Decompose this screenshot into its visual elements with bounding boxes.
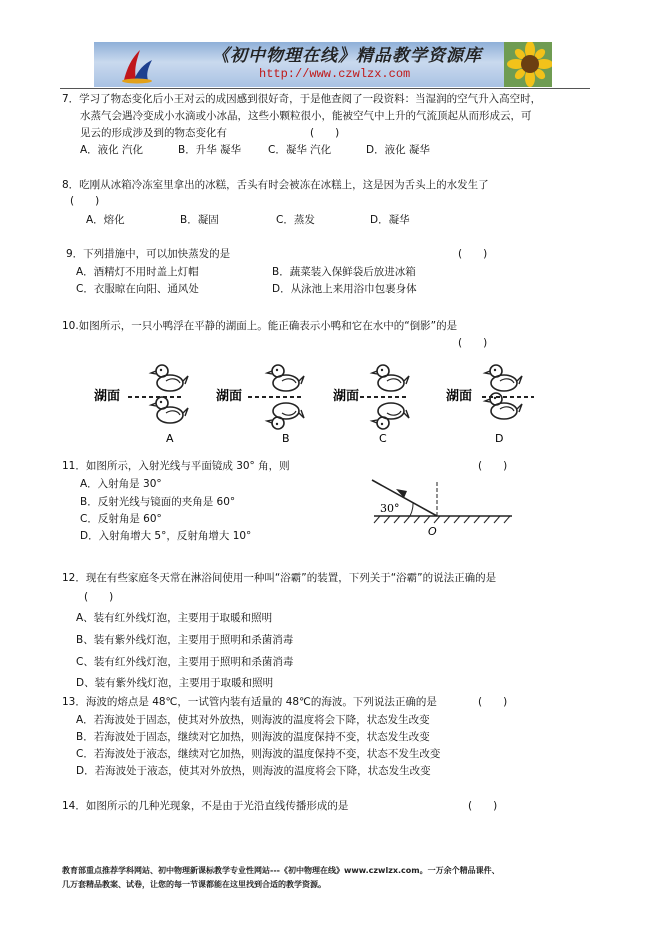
header-rule [60,88,590,89]
q13-option-a: A．若海波处于固态，使其对外放热，则海波的温度将会下降，状态发生改变 [76,714,430,726]
q7-option-c: C．凝华 汽化 [268,144,332,156]
header-title: 《初中物理在线》精品教学资源库 [212,46,482,66]
q8-option-d: D．凝华 [370,214,410,226]
q9-option-c: C．衣服晾在向阳、通风处 [76,283,199,295]
header-url[interactable]: http://www.czwlzx.com [259,67,411,81]
lake-label-4: 湖面 [446,389,473,404]
duck-reflection-b [267,403,304,429]
q12-option-c: C、装有红外线灯泡，主要用于照明和杀菌消毒 [76,656,294,668]
q10-line1: 10.如图所示，一只小鸭浮在平静的湖面上。能正确表示小鸭和它在水中的“倒影”的是 [62,320,458,332]
q11-line1: 11．如图所示，入射光线与平面镜成 30° 角，则 [62,460,290,472]
duck-c [372,365,409,391]
q7-answer-blank[interactable]: ( ) [310,127,340,139]
q13-option-b: B．若海波处于固态，继续对它加热，则海波的温度保持不变，状态发生改变 [76,731,430,743]
q9-line1: 9．下列措施中，可以加快蒸发的是 [66,248,231,260]
q12-option-d: D、装有紫外线灯泡，主要用于取暖和照明 [76,677,274,689]
q11-option-b: B．反射光线与镜面的夹角是 60° [80,496,236,508]
q13-answer-blank[interactable]: ( ) [478,696,508,708]
figure-label-a: A [166,432,174,445]
q13-option-c: C．若海波处于液态，继续对它加热，则海波的温度保持不变，状态不发生改变 [76,748,441,760]
header-banner [94,42,552,87]
duck-a [151,365,188,391]
q12-option-b: B、装有紫外线灯泡，主要用于照明和杀菌消毒 [76,634,294,646]
q9-option-b: B．蔬菜装入保鲜袋后放进冰箱 [272,266,416,278]
q7-line1: 7．学习了物态变化后小王对云的成因感到很好奇，于是他查阅了一段资料：当湿润的空气升入高空时， [62,93,542,105]
q12-line1: 12．现在有些家庭冬天常在淋浴间使用一种叫“浴霸”的装置，下列关于“浴霸”的说法正确的是 [62,572,497,584]
q12-answer-blank[interactable]: ( ) [84,591,114,603]
figure-label-b: B [282,432,290,445]
q8-option-c: C．蒸发 [276,214,315,226]
duck-b [267,365,304,391]
angle-arc [410,503,413,516]
logo-icon [120,46,154,84]
q11-option-d: D．入射角增大 5°，反射角增大 10° [80,530,252,542]
q9-answer-blank[interactable]: ( ) [458,248,488,260]
q7-option-a: A．液化 汽化 [80,144,144,156]
mirror-hatch [374,516,510,523]
q10-answer-blank[interactable]: ( ) [458,337,488,349]
q13-option-d: D．若海波处于液态，使其对外放热，则海波的温度将会下降，状态发生改变 [76,765,431,777]
q8-line1: 8．吃刚从冰箱冷冻室里拿出的冰糕，舌头有时会被冻在冰糕上，这是因为舌头上的水发生了 [62,179,489,191]
lake-label-3: 湖面 [333,389,360,404]
q8-answer-blank[interactable]: ( ) [70,195,100,207]
mirror-figure [362,478,532,540]
lake-label-1: 湖面 [94,389,121,404]
duck-reflection-c [372,403,409,429]
q11-option-a: A．入射角是 30° [80,478,162,490]
q13-line1: 13．海波的熔点是 48℃，一试管内装有适量的 48℃的海波。下列说法正确的是 [62,696,437,708]
q11-answer-blank[interactable]: ( ) [478,460,508,472]
duck-reflection-a [151,397,188,423]
q14-line1: 14．如图所示的几种光现象，不是由于光沿直线传播形成的是 [62,800,349,812]
figure-label-d: D [495,432,504,445]
q14-answer-blank[interactable]: ( ) [468,800,498,812]
q7-line2: 水蒸气会遇冷变成小水滴或小冰晶，这些小颗粒很小，能被空气中上升的气流顶起从而形成云，可 [80,110,532,122]
q12-option-a: A、装有红外线灯泡，主要用于取暖和照明 [76,612,273,624]
sunflower-icon [504,42,552,87]
ducks-figure [86,360,538,446]
q9-option-d: D．从泳池上来用浴巾包裹身体 [272,283,417,295]
q7-option-d: D．液化 凝华 [366,144,430,156]
q7-option-b: B．升华 凝华 [178,144,242,156]
footer-line1: 教育部重点推荐学科网站、初中物理新课标教学专业性网站---《初中物理在线》www.czwlzx.com。一万余个精品课件、 [62,866,500,875]
q8-option-b: B．凝固 [180,214,219,226]
q11-option-c: C．反射角是 60° [80,513,162,525]
lake-label-2: 湖面 [216,389,243,404]
angle-label: 30° [380,502,400,515]
figure-label-c: C [379,432,387,445]
q8-option-a: A．熔化 [86,214,125,226]
point-o-label: O [428,525,437,538]
q9-option-a: A．酒精灯不用时盖上灯帽 [76,266,199,278]
q7-line3: 见云的形成涉及到的物态变化有 [80,127,227,139]
footer-line2: 几万套精品教案、试卷，让您的每一节课都能在这里找到合适的教学资源。 [62,880,326,889]
duck-d [485,365,522,391]
